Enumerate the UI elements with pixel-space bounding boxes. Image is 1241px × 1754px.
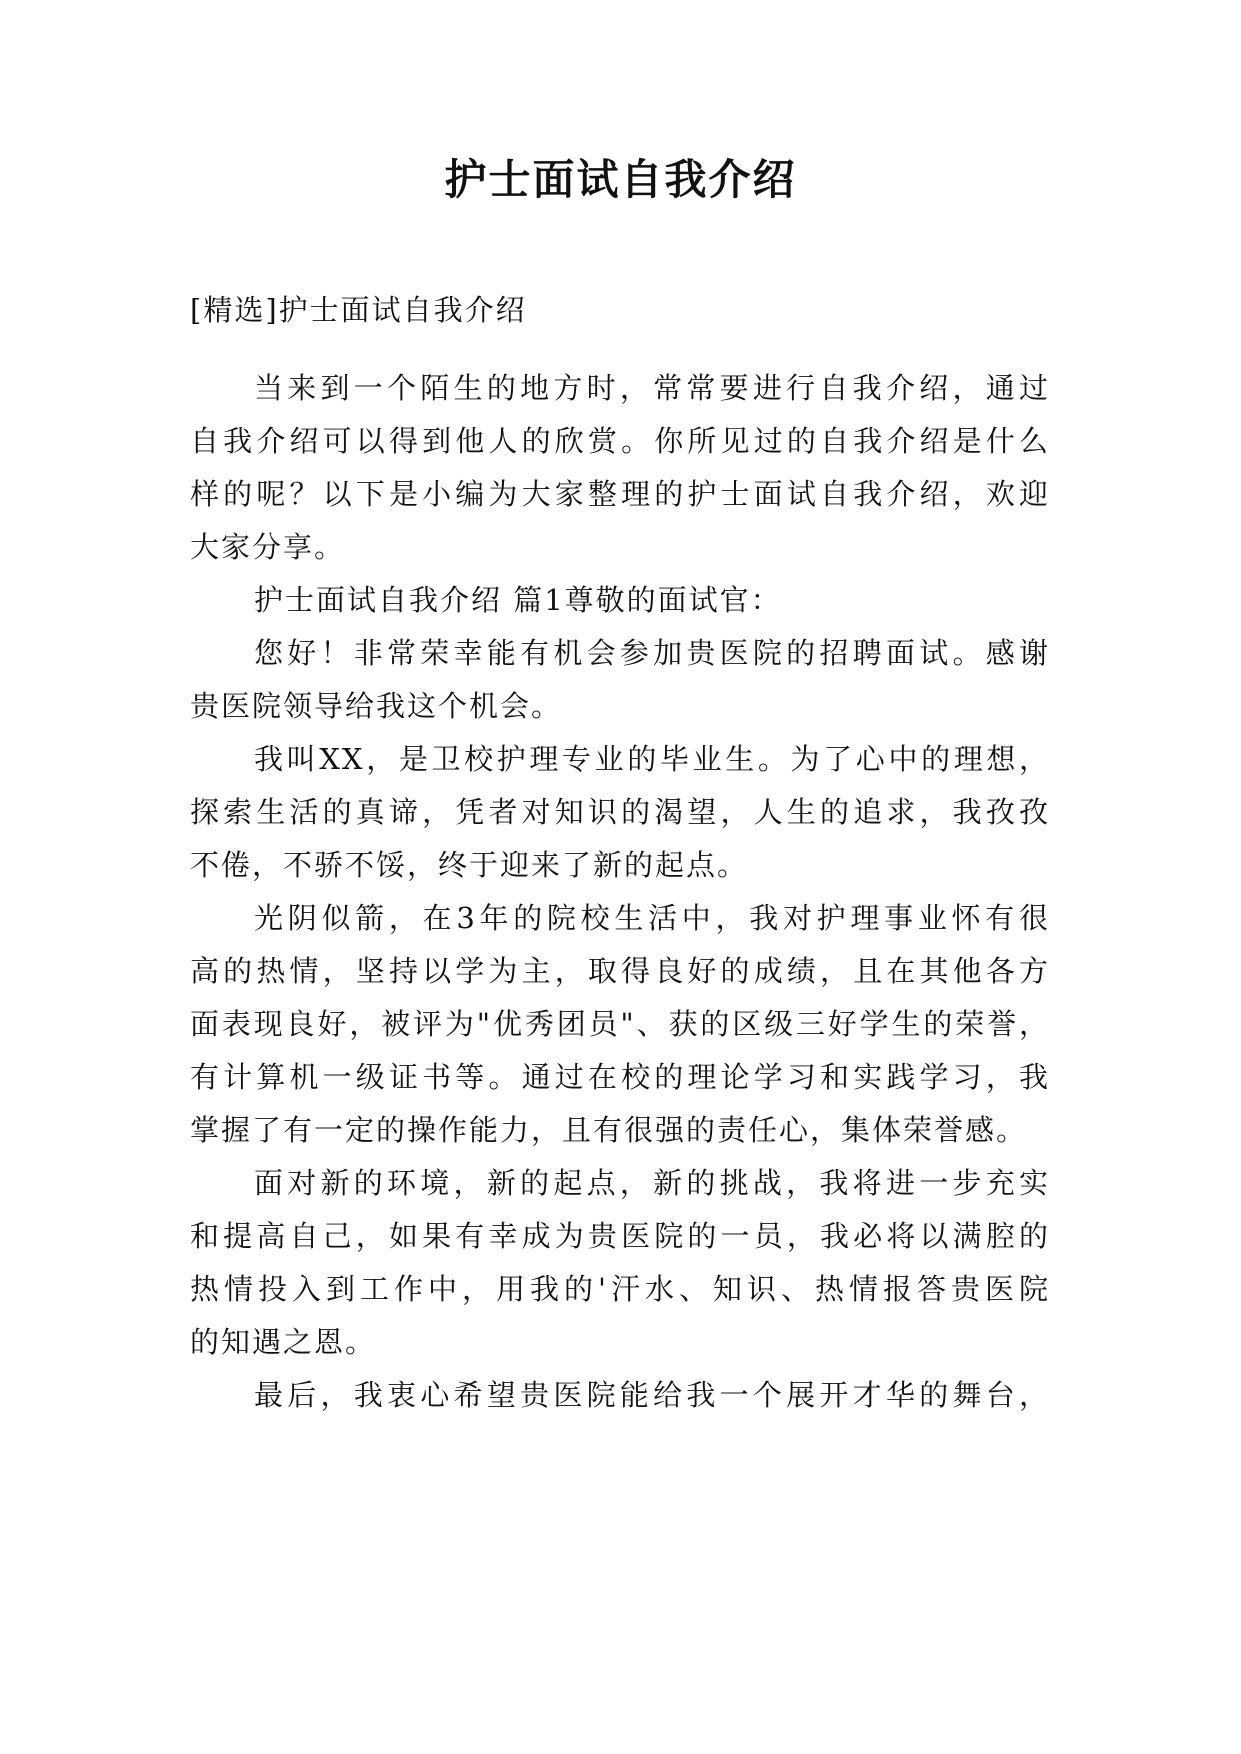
paragraph-line: 高的热情，坚持以学为主，取得良好的成绩，且在其他各方 bbox=[190, 954, 1050, 988]
paragraph-line: 自我介绍可以得到他人的欣赏。你所见过的自我介绍是什么 bbox=[190, 424, 1050, 458]
paragraph-line: 的知遇之恩。 bbox=[190, 1325, 377, 1359]
paragraph-line: 护士面试自我介绍 篇1尊敬的面试官： bbox=[254, 583, 782, 617]
paragraph-line: 样的呢？以下是小编为大家整理的护士面试自我介绍，欢迎 bbox=[190, 477, 1050, 511]
paragraph-line: 热情投入到工作中，用我的'汗水、知识、热情报答贵医院 bbox=[190, 1272, 1050, 1306]
paragraph-line: 不倦，不骄不馁，终于迎来了新的起点。 bbox=[190, 848, 749, 882]
paragraph-line: 面对新的环境，新的起点，新的挑战，我将进一步充实 bbox=[254, 1166, 1050, 1200]
paragraph-line: 最后，我衷心希望贵医院能给我一个展开才华的舞台， bbox=[254, 1378, 1050, 1412]
paragraph-line: 光阴似箭，在3年的院校生活中，我对护理事业怀有很 bbox=[254, 901, 1050, 935]
paragraph-line: 有计算机一级证书等。通过在校的理论学习和实践学习，我 bbox=[190, 1060, 1050, 1094]
document-title: 护士面试自我介绍 bbox=[444, 155, 797, 204]
paragraph-line: 面表现良好，被评为"优秀团员"、获的区级三好学生的荣誉， bbox=[190, 1007, 1050, 1041]
paragraph-line: 大家分享。 bbox=[190, 530, 346, 564]
paragraph-line: 您好！非常荣幸能有机会参加贵医院的招聘面试。感谢 bbox=[254, 636, 1050, 670]
paragraph-line: 掌握了有一定的操作能力，且有很强的责任心，集体荣誉感。 bbox=[190, 1113, 1028, 1147]
paragraph-line: 贵医院领导给我这个机会。 bbox=[190, 689, 563, 723]
paragraph-line: 当来到一个陌生的地方时，常常要进行自我介绍，通过 bbox=[254, 371, 1050, 405]
paragraph-line: 和提高自己，如果有幸成为贵医院的一员，我必将以满腔的 bbox=[190, 1219, 1050, 1253]
document-subtitle: [精选]护士面试自我介绍 bbox=[190, 293, 527, 327]
paragraph-line: 我叫XX，是卫校护理专业的毕业生。为了心中的理想， bbox=[254, 742, 1050, 776]
paragraph-line: 探索生活的真谛，凭者对知识的渴望，人生的追求，我孜孜 bbox=[190, 795, 1050, 829]
